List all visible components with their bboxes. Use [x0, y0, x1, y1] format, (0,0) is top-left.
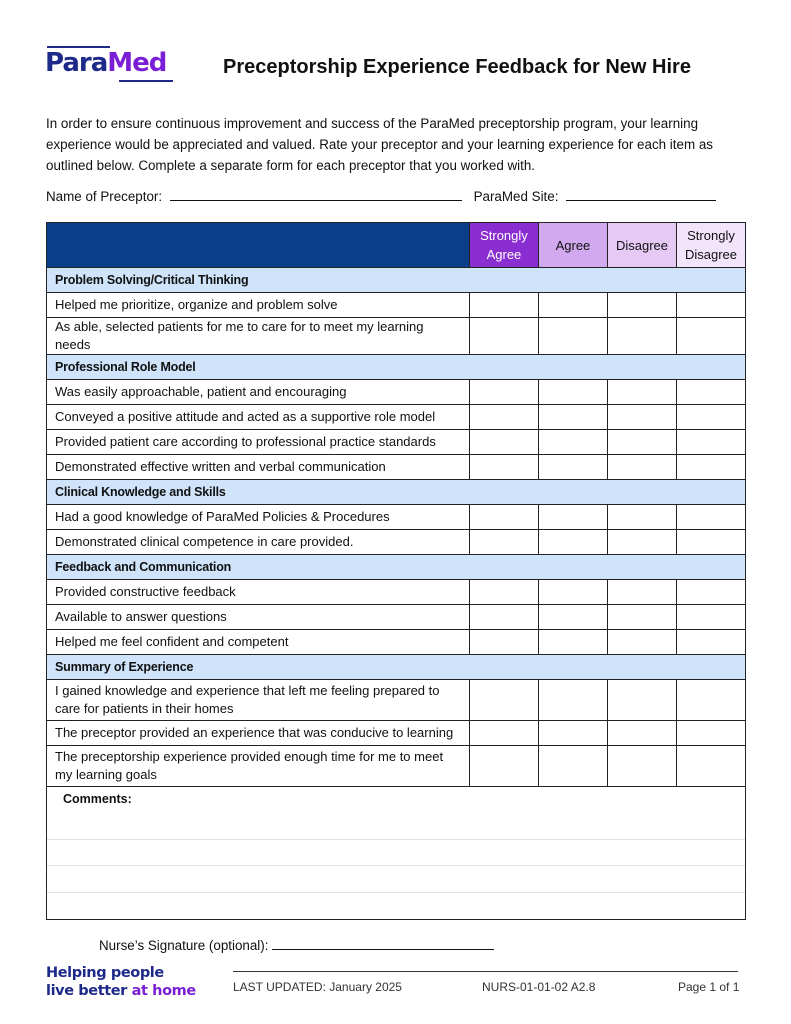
rating-cell-strongly-agree[interactable] [469, 530, 538, 555]
item-text: Was easily approachable, patient and encouraging [47, 380, 470, 405]
rating-cell-strongly-agree[interactable] [469, 405, 538, 430]
col-strongly-disagree: Strongly Disagree [676, 223, 745, 268]
rating-cell-strongly-agree[interactable] [469, 318, 538, 355]
rating-cell-strongly-agree[interactable] [469, 380, 538, 405]
item-text: Helped me feel confident and competent [47, 630, 470, 655]
section-row [47, 555, 746, 580]
rating-cell-disagree[interactable] [607, 605, 676, 630]
site-label: ParaMed Site: [473, 189, 559, 204]
tagline-text: live better [46, 983, 132, 999]
rating-cell-strongly-disagree[interactable] [676, 455, 745, 480]
paramed-logo [45, 44, 173, 82]
footer-last-updated: LAST UPDATED: January 2025 [233, 980, 402, 994]
rating-cell-agree[interactable] [538, 530, 607, 555]
logo-med: Med [107, 48, 167, 78]
col-disagree: Disagree [607, 223, 676, 268]
rating-cell-strongly-disagree[interactable] [676, 630, 745, 655]
section-title: Problem Solving/Critical Thinking [47, 268, 746, 293]
rating-cell-disagree[interactable] [607, 630, 676, 655]
tagline-line2 [46, 982, 196, 1000]
rating-cell-agree[interactable] [538, 455, 607, 480]
form-fields [46, 186, 746, 204]
rating-cell-agree[interactable] [538, 430, 607, 455]
footer-page-number: Page 1 of 1 [678, 980, 740, 994]
signature-label: Nurse’s Signature (optional): [99, 938, 269, 953]
comments-row [47, 787, 746, 920]
header-blank-cell [47, 223, 470, 268]
item-text: Available to answer questions [47, 605, 470, 630]
rating-cell-agree[interactable] [538, 405, 607, 430]
col-agree: Agree [538, 223, 607, 268]
footer-divider [233, 971, 738, 972]
rating-cell-disagree[interactable] [607, 455, 676, 480]
comments-label: Comments: [63, 792, 132, 806]
intro-paragraph: In order to ensure continuous improvement and success of the ParaMed preceptorship program, your learning experience would be appreciated and valued. Rate your preceptor and your learning experience for each item as outlined below. Complete a separate form for each preceptor that you worked with. [46, 116, 713, 173]
tagline [46, 964, 196, 1000]
rating-cell-strongly-disagree[interactable] [676, 405, 745, 430]
table-row [47, 505, 746, 530]
table-row [47, 380, 746, 405]
rating-cell-disagree[interactable] [607, 680, 676, 721]
tagline-highlight: at home [131, 983, 196, 999]
table-row [47, 630, 746, 655]
section-row [47, 480, 746, 505]
section-title: Clinical Knowledge and Skills [47, 480, 746, 505]
section-row [47, 655, 746, 680]
rating-cell-agree[interactable] [538, 746, 607, 787]
rating-cell-strongly-disagree[interactable] [676, 605, 745, 630]
rating-cell-agree[interactable] [538, 380, 607, 405]
feedback-table [46, 222, 746, 920]
rating-cell-agree[interactable] [538, 630, 607, 655]
rating-cell-agree[interactable] [538, 605, 607, 630]
rating-cell-strongly-disagree[interactable] [676, 746, 745, 787]
rating-cell-disagree[interactable] [607, 505, 676, 530]
rating-cell-strongly-disagree[interactable] [676, 430, 745, 455]
item-text: Provided constructive feedback [47, 580, 470, 605]
rating-cell-strongly-agree[interactable] [469, 605, 538, 630]
item-text: Conveyed a positive attitude and acted as a supportive role model [47, 405, 470, 430]
rating-cell-strongly-agree[interactable] [469, 293, 538, 318]
table-header-row [47, 223, 746, 268]
item-text: Provided patient care according to professional practice standards [47, 430, 470, 455]
item-text: As able, selected patients for me to care for to meet my learning needs [47, 318, 470, 355]
rating-cell-strongly-agree[interactable] [469, 455, 538, 480]
item-text: Had a good knowledge of ParaMed Policies & Procedures [47, 505, 470, 530]
rating-cell-disagree[interactable] [607, 746, 676, 787]
preceptor-label: Name of Preceptor: [46, 189, 163, 204]
rating-cell-strongly-disagree[interactable] [676, 721, 745, 746]
table-row [47, 580, 746, 605]
rating-cell-strongly-agree[interactable] [469, 721, 538, 746]
rating-cell-agree[interactable] [538, 318, 607, 355]
rating-cell-disagree[interactable] [607, 530, 676, 555]
section-row [47, 355, 746, 380]
table-row [47, 293, 746, 318]
rating-cell-strongly-disagree[interactable] [676, 505, 745, 530]
site-field[interactable] [566, 186, 716, 201]
item-text: The preceptor provided an experience that was conducive to learning [47, 721, 470, 746]
rating-cell-disagree[interactable] [607, 293, 676, 318]
rating-cell-strongly-disagree[interactable] [676, 293, 745, 318]
rating-cell-strongly-disagree[interactable] [676, 318, 745, 355]
rating-cell-agree[interactable] [538, 505, 607, 530]
rating-cell-strongly-agree[interactable] [469, 580, 538, 605]
col-strongly-agree: Strongly Agree [469, 223, 538, 268]
item-text: I gained knowledge and experience that left me feeling prepared to care for patients in their homes [47, 680, 470, 721]
rating-cell-strongly-agree[interactable] [469, 430, 538, 455]
section-title: Feedback and Communication [47, 555, 746, 580]
signature-field[interactable] [272, 935, 494, 950]
rating-cell-disagree[interactable] [607, 580, 676, 605]
table-row [47, 318, 746, 355]
table-row [47, 680, 746, 721]
table-row [47, 530, 746, 555]
rating-cell-strongly-disagree[interactable] [676, 680, 745, 721]
rating-cell-disagree[interactable] [607, 721, 676, 746]
section-row [47, 268, 746, 293]
signature-block [99, 935, 494, 953]
table-row [47, 605, 746, 630]
logo-para: Para [45, 48, 108, 78]
footer-doc-code: NURS-01-01-02 A2.8 [482, 980, 596, 994]
rating-cell-strongly-disagree[interactable] [676, 530, 745, 555]
rating-cell-disagree[interactable] [607, 405, 676, 430]
table-row [47, 405, 746, 430]
rating-cell-strongly-agree[interactable] [469, 505, 538, 530]
rating-cell-disagree[interactable] [607, 318, 676, 355]
rating-cell-agree[interactable] [538, 680, 607, 721]
item-text: Demonstrated clinical competence in care provided. [47, 530, 470, 555]
comment-rule-line [47, 839, 745, 840]
rating-cell-disagree[interactable] [607, 430, 676, 455]
logo-bar-bottom [119, 80, 173, 82]
item-text: Demonstrated effective written and verbal communication [47, 455, 470, 480]
rating-cell-strongly-disagree[interactable] [676, 380, 745, 405]
table-row [47, 455, 746, 480]
rating-cell-strongly-disagree[interactable] [676, 580, 745, 605]
rating-cell-strongly-agree[interactable] [469, 746, 538, 787]
page-title: Preceptorship Experience Feedback for New Hire [223, 56, 691, 78]
rating-cell-strongly-agree[interactable] [469, 630, 538, 655]
rating-cell-agree[interactable] [538, 293, 607, 318]
rating-cell-agree[interactable] [538, 721, 607, 746]
comment-rule-line [47, 865, 745, 866]
table-row [47, 746, 746, 787]
comments-area[interactable] [47, 787, 746, 920]
section-title: Professional Role Model [47, 355, 746, 380]
table-row [47, 430, 746, 455]
tagline-line1: Helping people [46, 965, 164, 981]
rating-cell-agree[interactable] [538, 580, 607, 605]
item-text: The preceptorship experience provided enough time for me to meet my learning goals [47, 746, 470, 787]
section-title: Summary of Experience [47, 655, 746, 680]
comment-rule-line [47, 892, 745, 893]
table-row [47, 721, 746, 746]
preceptor-name-field[interactable] [170, 186, 462, 201]
rating-cell-strongly-agree[interactable] [469, 680, 538, 721]
rating-cell-disagree[interactable] [607, 380, 676, 405]
logo-wordmark [45, 47, 166, 79]
item-text: Helped me prioritize, organize and problem solve [47, 293, 470, 318]
